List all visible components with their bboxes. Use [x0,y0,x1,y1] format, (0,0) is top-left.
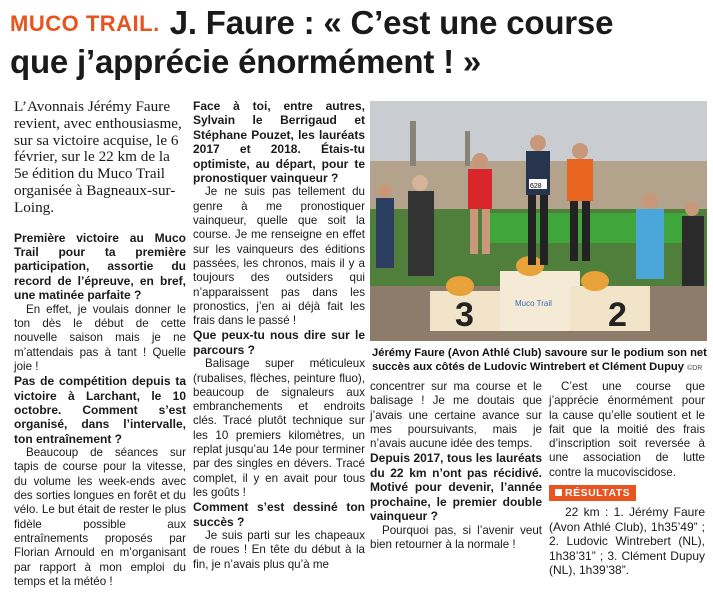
question-1: Première victoire au Muco Trail pour ta première participation, assortie du record de l’épreuve, en bref, une matinée parfaite ? [14,230,186,303]
question-6: Depuis 2017, tous les lauréats du 22 km n’ont pas récidivé. Motivé pour devenir, l’année prochaine, le premier double vainqueur ? [370,451,542,524]
results-text: 22 km : 1. Jérémy Faure (Avon Athlé Club), 1h35’49” ; 2. Ludovic Wintrebert (NL), 1h38’31” ; 3. Clément Dupuy (NL), 1h39’38”. [549,505,705,578]
question-4: Que peux-tu nous dire sur le parcours ? [193,328,365,357]
article-column-2 [193,99,365,572]
answer-4: Balisage super méticuleux (rubalises, flèches, peinture fluo), beaucoup de signaleurs aux embranchements et endroits clés. Tracé plutôt technique sur les 10 premiers kilomètres, un replat jusqu’au 14e pour terminer par des singles en dévers. Tracé complet, il y en avait pour tous les goûts ! [193,357,365,499]
headline-title-part1: J. Faure : « C’est une course [169,4,614,41]
question-2: Pas de compétition depuis ta victoire à Larchant, le 10 octobre. Comment s’est organisé, dans l’intervalle, ton entraînement ? [14,374,186,446]
headline-line-2: que j’apprécie énormément ! » [10,43,482,80]
winner-bib: 628 [530,183,542,190]
article-column-3 [370,380,542,552]
question-3: Face à toi, entre autres, Sylvain le Berrigaud et Stéphane Pouzet, les lauréats 2017 et 2018. Étais-tu optimiste, au départ, pour te pronostiquer vainqueur ? [193,99,365,186]
article-lead: L’Avonnais Jérémy Faure revient, avec enthousiasme, sur sa victoire acquise, le 6 février, sur le 22 km de la 5e édition du Muco Trail organisée à Bagneaux-sur-Loing. [14,98,182,216]
photo-caption [372,346,707,376]
answer-6-continued: C’est une course que j’apprécie énormément pour la cause qu’elle soutient et le fait que la moitié des frais d’inscription soit reversée à une association de lutte contre la mucoviscidose. [549,380,705,479]
article-column-1 [14,99,186,589]
podium-number-2: 2 [608,296,627,334]
answer-1: En effet, je voulais donner le ton dès le début de cette nouvelle saison mais je ne m’attendais pas à tant ! Quelle joie ! [14,302,186,373]
article-column-4 [549,380,705,578]
headline-kicker: MUCO TRAIL. [10,11,160,36]
headline [10,4,705,81]
podium-photo [370,101,707,341]
photo-caption-text: Jérémy Faure (Avon Athlé Club) savoure sur le podium son net succès aux côtés de Ludovic Wintrebert et Clément Dupuy [372,347,707,373]
answer-5: Je suis parti sur les chapeaux de roues ! En tête du début à la fin, je n’avais plus qu’à me [193,529,365,571]
podium-photo-illustration [370,101,707,341]
results-square-icon [555,489,562,496]
question-5: Comment s’est dessiné ton succès ? [193,500,365,529]
prize-bag [446,276,474,296]
results-badge [549,485,636,501]
results-label: RÉSULTATS [565,487,631,500]
answer-2: Beaucoup de séances sur tapis de course pour la vitesse, du volume les week-ends avec des sorties longues en forêt et du vélo. Le but était de rester le plus fidèle possible aux entraînements proposés par Florian Arnould en m’organisant par rapport à mon emploi du temps et la météo ! [14,446,186,588]
photo-chimney [465,131,470,166]
answer-5-continued: concentrer sur ma course et le balisage ! Je me doutais que j’avais une certaine avance sur mes poursuivants, mais je n’avais aucune idée des temps. [370,380,542,451]
answer-6: Pourquoi pas, si l’avenir veut bien retourner à la normale ! [370,523,542,551]
prize-bag [581,271,609,291]
answer-3: Je ne suis pas tellement du genre à me pronostiquer vainqueur, quelle que soit la course. Je me renseigne en effet sur les vainqueurs des éditions passées, les chronos, mais il y a toujours des outsiders qui n’apparaissent pas dans les pronostics, j’en ai déjà fait les frais dans le passé ! [193,185,365,328]
podium-banner-text: Muco Trail [515,299,552,308]
headline-line-1 [10,4,705,43]
photo-chimney [410,121,416,166]
photo-credit: ©DR [687,365,703,372]
podium-number-3: 3 [455,296,474,334]
